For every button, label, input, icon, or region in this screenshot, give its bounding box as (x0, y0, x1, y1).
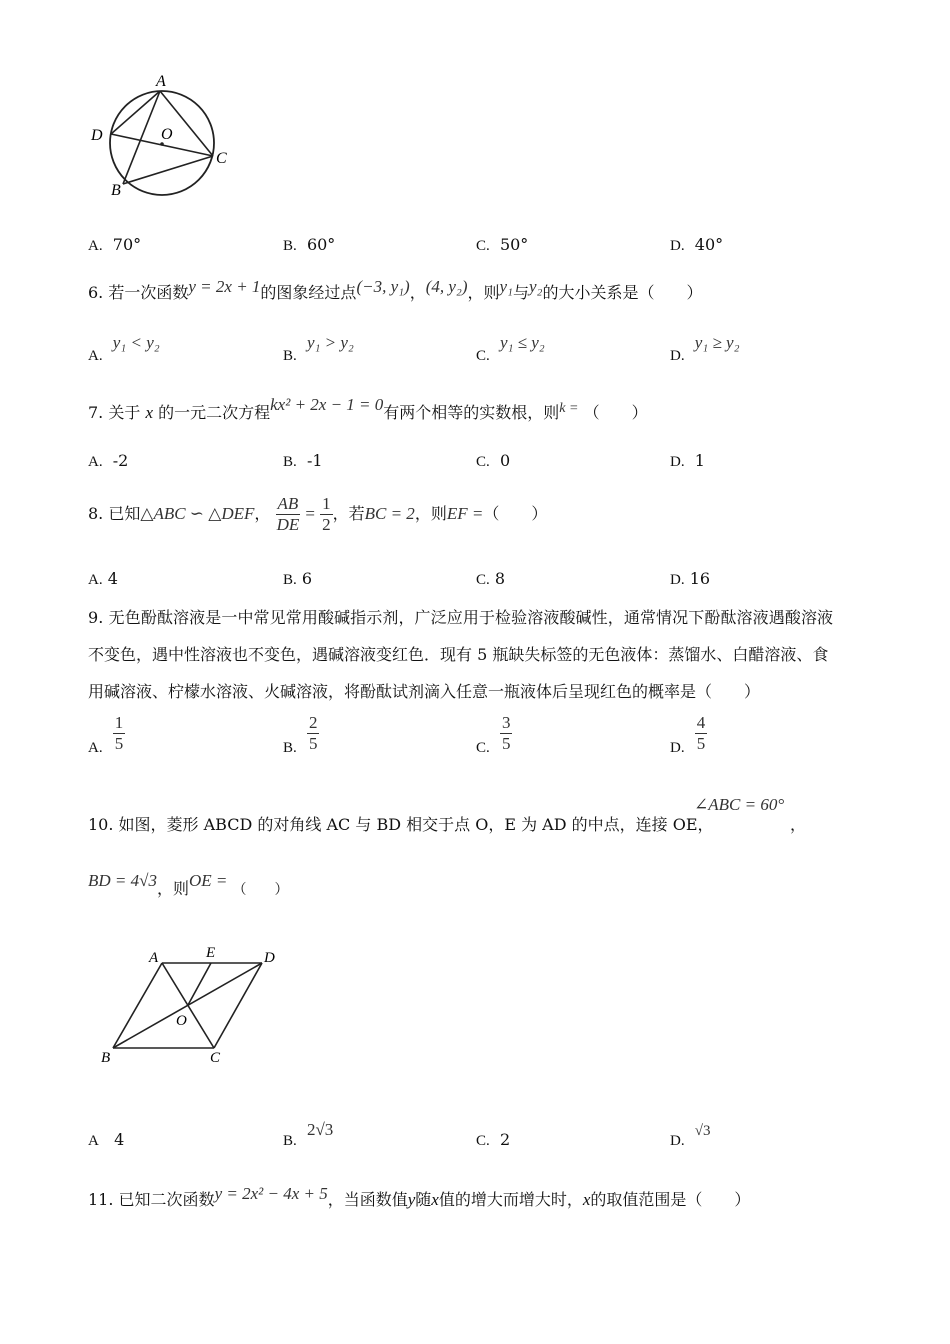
fraction-numerator: 1 (322, 494, 331, 513)
q10-oe: OE = (188, 871, 228, 890)
q5-option-d[interactable] (670, 235, 723, 255)
q8-option-a[interactable] (88, 569, 118, 589)
q6-y2: y₂ (528, 277, 543, 296)
q10-stem-line-1 (88, 812, 714, 835)
q5-option-a[interactable] (88, 235, 141, 255)
q7-k: k = (559, 401, 579, 416)
option-letter: C. (476, 454, 490, 470)
fraction-denominator: 5 (114, 734, 124, 753)
q5-option-b[interactable] (283, 235, 335, 255)
q6-option-d[interactable] (670, 333, 740, 364)
q9-option-a[interactable] (88, 713, 125, 754)
rhombus-figure (98, 938, 288, 1070)
option-text: 16 (689, 569, 711, 588)
q6-point-1: (−3, y₁) (356, 277, 410, 296)
option-text: 8 (494, 569, 506, 588)
option-letter: A (88, 1133, 99, 1149)
q7-option-a[interactable] (88, 451, 128, 471)
q8-option-c[interactable] (476, 569, 505, 589)
q10-bd: BD = 4√3 (88, 871, 157, 890)
q9-stem-line-3: 用碱溶液、柠檬水溶液、火碱溶液，将酚酞试剂滴入任意一瓶液体后呈现红色的概率是（ ） (88, 682, 761, 701)
q7-option-b[interactable] (283, 451, 323, 471)
q11-var-y: y (407, 1190, 416, 1209)
option-letter: D. (670, 238, 685, 254)
q6-comma: ， (409, 283, 426, 302)
q11-text-1: 已知二次函数 (118, 1190, 215, 1209)
q6-point-2: (4, y₂) (425, 277, 468, 296)
fraction-denominator: 5 (696, 734, 706, 753)
q8-equals: = (305, 504, 315, 523)
q6-text-4: 与 (512, 283, 529, 302)
q8-stem (88, 486, 547, 542)
q11-var-x: x (431, 1190, 439, 1209)
q10-option-d[interactable] (670, 1120, 711, 1149)
q8-text-3: ，则 (414, 504, 447, 523)
q6-text-1: 若一次函数 (108, 283, 189, 302)
q6-stem (88, 277, 703, 303)
label-c: C (210, 1050, 221, 1066)
label-o: O (161, 126, 173, 143)
question-number: 7. (88, 403, 104, 422)
option-text: 1 (694, 451, 705, 470)
option-letter: C. (476, 1133, 490, 1149)
option-letter: D. (670, 454, 685, 470)
question-number: 8. (88, 504, 104, 523)
option-letter: B. (283, 348, 297, 364)
q7-text-3: 有两个相等的实数根，则 (383, 403, 560, 422)
circle-figure (85, 70, 235, 200)
label-b: B (111, 182, 121, 199)
fraction-denominator: DE (276, 515, 300, 534)
q8-text-4: （ ） (483, 504, 548, 523)
side-ab (113, 963, 162, 1048)
q9-option-b[interactable] (283, 713, 319, 754)
q11-function: y = 2x² − 4x + 5 (214, 1184, 328, 1203)
q6-option-a[interactable] (88, 333, 160, 364)
label-o: O (176, 1013, 187, 1029)
q6-text-5: 的大小关系是（ ） (542, 283, 703, 302)
label-b: B (101, 1050, 111, 1066)
q6-text-2: 的图象经过点 (260, 283, 357, 302)
q6-text-3: ，则 (467, 283, 500, 302)
option-letter: A. (88, 740, 103, 756)
fraction-denominator: 5 (501, 734, 511, 753)
option-text: 70° (112, 235, 142, 254)
fraction-numerator: 1 (114, 713, 124, 732)
question-number: 6. (88, 283, 104, 302)
option-text: √3 (694, 1123, 711, 1139)
option-letter: C. (476, 238, 490, 254)
q10-text-3: （ ） (232, 882, 289, 898)
q8-bc: BC = 2 (364, 504, 415, 523)
q10-angle-comma: ， (790, 815, 807, 834)
q5-option-c[interactable] (476, 235, 528, 255)
q7-text-2: 的一元二次方程 (158, 403, 271, 422)
option-text: 60° (306, 235, 336, 254)
fraction-numerator: 3 (501, 713, 511, 732)
option-text: 40° (694, 235, 724, 254)
q10-text-1: 10. 如图，菱形 ABCD 的对角线 AC 与 BD 相交于点 O，E 为 AD 的中点，连接 OE， (88, 815, 714, 834)
q10-text-2: ，则 (156, 879, 189, 898)
q7-option-c[interactable] (476, 451, 510, 471)
q11-text-3: 随 (415, 1190, 432, 1209)
option-text: 6 (301, 569, 313, 588)
option-letter: B. (283, 454, 297, 470)
option-letter: A. (88, 348, 103, 364)
option-letter: B. (283, 238, 297, 254)
option-text: 4 (107, 569, 118, 588)
label-a: A (156, 73, 166, 90)
option-letter: D. (670, 1133, 685, 1149)
label-e: E (206, 945, 216, 961)
side-cd (214, 963, 262, 1048)
q10-option-c[interactable] (476, 1130, 510, 1150)
q6-option-c[interactable] (476, 333, 545, 364)
q7-text-1: 关于 (108, 403, 141, 422)
option-text: y₁ ≤ y₂ (499, 333, 545, 352)
option-text: -2 (112, 451, 129, 470)
option-text: -1 (306, 451, 323, 470)
q7-var-x: x (145, 403, 154, 422)
option-text: y₁ < y₂ (112, 333, 160, 352)
q7-option-d[interactable] (670, 451, 705, 471)
option-letter: B. (283, 572, 297, 588)
fraction-numerator: 4 (696, 713, 706, 732)
fraction-denominator: 5 (308, 734, 318, 753)
option-text: y₁ > y₂ (306, 333, 354, 352)
option-letter: A. (88, 238, 103, 254)
q9-option-c[interactable] (476, 713, 512, 754)
q6-y1: y₁ (499, 277, 513, 296)
q11-text-5: 的取值范围是（ ） (590, 1190, 751, 1209)
fraction-denominator: 2 (322, 515, 331, 534)
option-text: 4 (114, 1130, 125, 1149)
fraction-numerator: AB (277, 494, 299, 513)
option-fraction (695, 713, 708, 754)
q11-var-x2: x (582, 1190, 591, 1209)
q10-option-a[interactable] (88, 1130, 124, 1150)
q8-ratio-half (320, 494, 333, 535)
q7-stem (88, 395, 648, 423)
option-text: y₁ ≥ y₂ (694, 333, 740, 352)
q8-ratio-ab-de (276, 494, 301, 535)
option-letter: D. (670, 348, 685, 364)
q11-stem (88, 1184, 751, 1210)
option-letter: A. (88, 572, 103, 588)
option-text: 0 (499, 451, 511, 470)
option-letter: C. (476, 572, 490, 588)
option-letter: A. (88, 454, 103, 470)
q10-stem-line-2 (88, 871, 289, 899)
fraction-numerator: 2 (308, 713, 318, 732)
option-letter: C. (476, 740, 490, 756)
label-d: D (91, 127, 103, 144)
q6-function: y = 2x + 1 (188, 277, 261, 296)
question-number: 11. (88, 1190, 114, 1209)
option-fraction (113, 713, 126, 754)
q11-text-2: ，当函数值 (327, 1190, 408, 1209)
q11-text-4: 值的增大而增大时， (438, 1190, 583, 1209)
option-letter: D. (670, 740, 685, 756)
q8-comma: ， (254, 504, 271, 523)
option-fraction (500, 713, 513, 754)
q9-stem-line-1: 9. 无色酚酞溶液是一中常见常用酸碱指示剂，广泛应用于检验溶液酸碱性，通常情况下酚酞溶液遇酸溶液 (88, 608, 834, 627)
label-c: C (216, 150, 227, 167)
label-d: D (264, 950, 275, 966)
q8-text-2: ，若 (332, 504, 365, 523)
option-letter: D. (670, 572, 685, 588)
q8-option-d[interactable] (670, 569, 710, 589)
q8-text-1: 已知 (108, 504, 141, 523)
q6-option-b[interactable] (283, 333, 354, 364)
label-a: A (149, 950, 159, 966)
q7-text-4: （ ） (583, 403, 648, 422)
option-letter: C. (476, 348, 490, 364)
diagonal-bd (113, 963, 262, 1048)
option-letter: B. (283, 740, 297, 756)
q10-angle: ∠ABC = 60° (694, 795, 785, 814)
option-letter: B. (283, 1133, 297, 1149)
q8-similar: △ABC ∽ △DEF (140, 504, 255, 523)
q10-option-b[interactable] (283, 1120, 334, 1149)
q9-stem-line-2: 不变色，遇中性溶液也不变色，遇碱溶液变红色．现有 5 瓶缺失标签的无色液体：蒸馏水、白醋溶液、食 (88, 645, 829, 664)
option-fraction (307, 713, 320, 754)
option-text: 2 (499, 1130, 511, 1149)
q9-option-d[interactable] (670, 713, 707, 754)
q8-option-b[interactable] (283, 569, 312, 589)
q8-ef: EF = (446, 504, 484, 523)
option-text: 50° (499, 235, 529, 254)
option-text: 2√3 (306, 1120, 334, 1139)
q7-equation: kx² + 2x − 1 = 0 (270, 395, 384, 414)
